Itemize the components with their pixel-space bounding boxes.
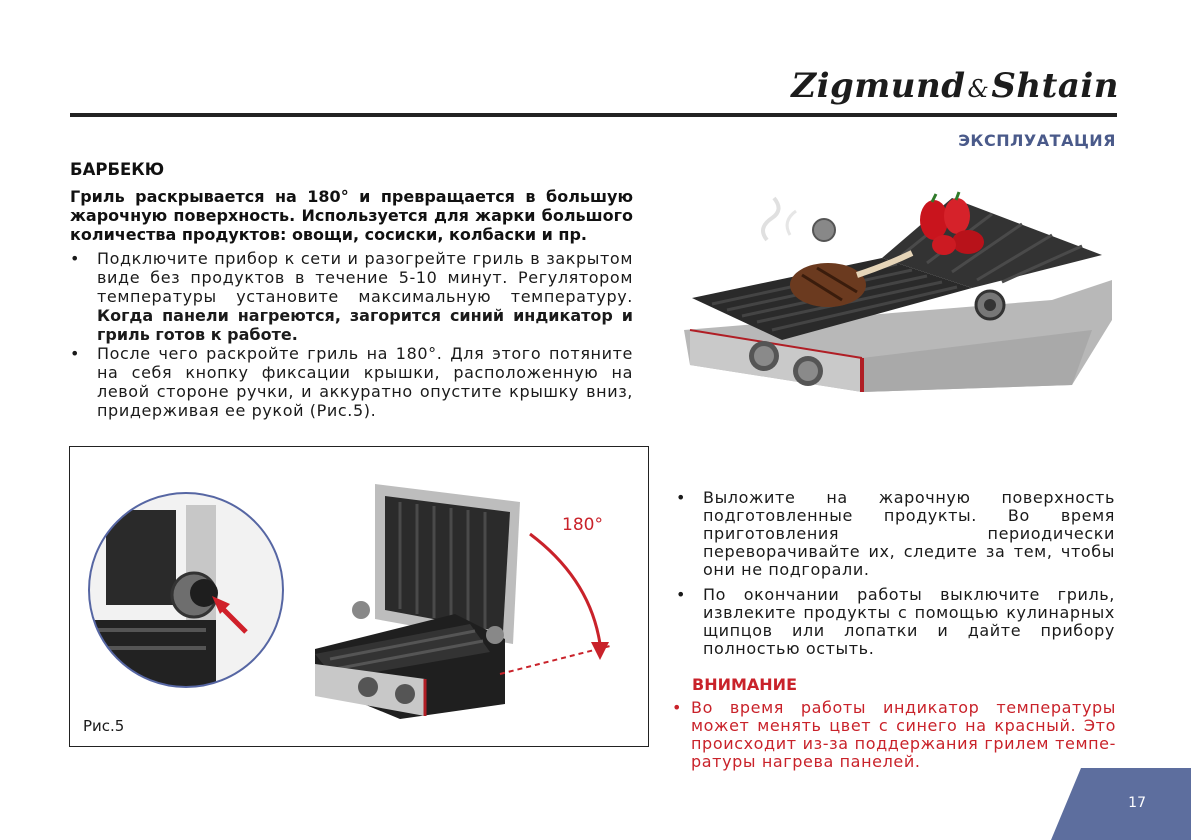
list-item [676,586,1115,658]
list-item-text: Выложите на жарочную поверхность подготовленные продукты. Во время приготовления периодически переворачивайте их, следите за тем, чтобы они не подгорали. [703,488,1115,579]
list-item-bold-text: Когда панели нагреются, загорится синий индикатор и гриль готов к работе. [97,306,633,344]
grill-open-illustration [672,180,1122,415]
brand-logo [791,66,1119,106]
list-item-text: По окончании работы выключите гриль, извлеките продукты с помощью кулинарных щипцов или лопатки и дайте прибору полностью остыть. [703,585,1115,658]
rotation-angle-label: 180° [562,515,603,535]
bullet-icon: • [70,344,81,363]
brand-ampersand: & [967,75,990,103]
list-item [676,489,1115,579]
list-item-text: После чего раскройте гриль на 180°. Для этого потяните на себя кнопку фиксации крышки, расположенную на левой стороне ручки, и аккуратно опустите крышку вниз, придерживая ее рукой (Рис.5). [97,344,633,420]
intro-paragraph: Гриль раскрывается на 180° и превращается в большую жарочную поверхность. Используется для жарки большого количества продуктов: овощи, сосиски, колбаски и пр. [70,187,633,244]
grill-closed-illustration [305,474,625,724]
page-heading: БАРБЕКЮ [70,160,165,179]
bullet-icon: • [70,249,81,268]
page-corner-decoration [1051,768,1191,840]
bullet-icon: • [676,585,687,604]
warning-text-body: Во время работы индикатор температуры может менять цвет с синего на красный. Это происходит из-за поддержания грилем темпе-ратуры нагрева панелей. [691,698,1116,771]
brand-name-left: Zigmund [791,66,966,106]
instruction-list [70,249,633,420]
warning-title: ВНИМАНИЕ [692,675,797,694]
list-item [70,249,633,344]
figure-caption: Рис.5 [83,717,125,735]
bullet-icon: • [672,698,683,717]
section-title: ЭКСПЛУАТАЦИЯ [958,131,1116,150]
list-item-text: Подключите прибор к сети и разогрейте гриль в закрытом виде без продуктов в течение 5-10 минут. Регулятором температуры установите максимальную температуру. [97,249,633,306]
list-item [70,344,633,420]
header-rule [70,113,1117,117]
hinge-closeup-illustration [86,490,286,690]
warning-text [672,699,1116,771]
instruction-list-right [676,489,1115,665]
bullet-icon: • [676,488,687,507]
brand-name-right: Shtain [991,66,1119,106]
page-number: 17 [1128,795,1146,811]
